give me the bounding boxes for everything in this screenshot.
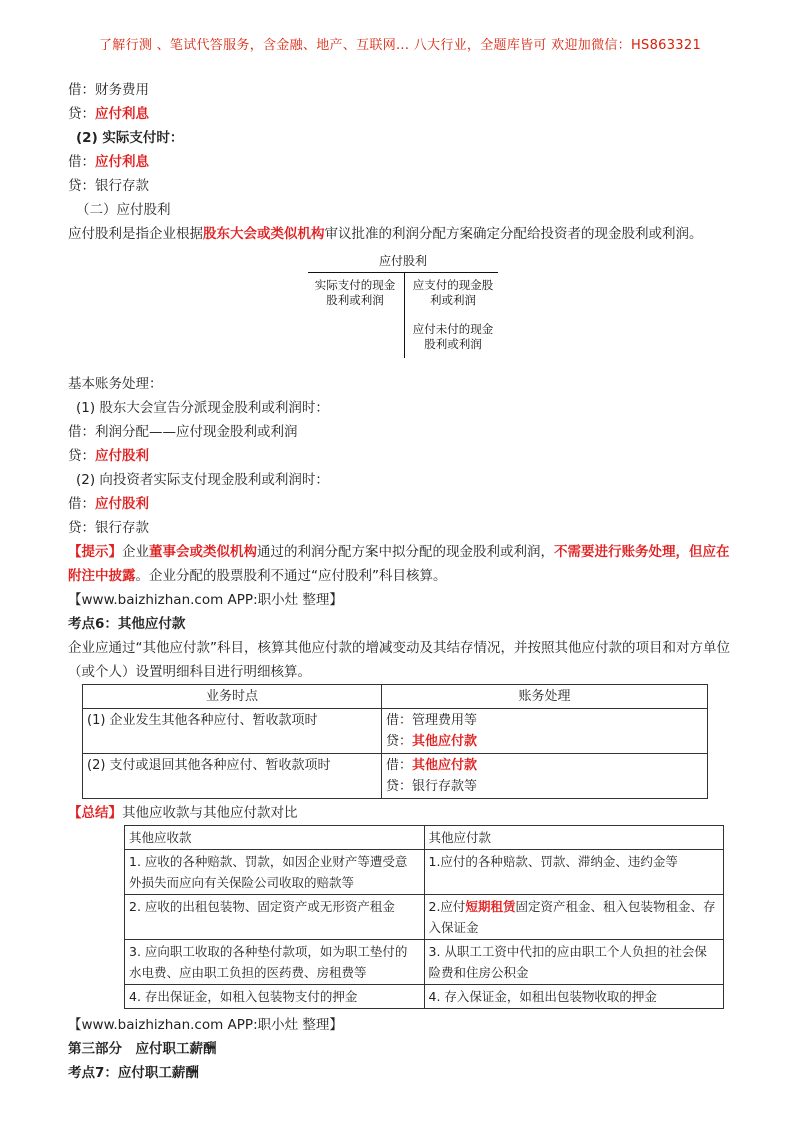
section-heading: （二）应付股利 (76, 202, 171, 218)
table-cell (382, 709, 708, 754)
t-account-debit: 实际支付的现金股利或利润 (314, 278, 396, 307)
section-heading: 基本账务处理： (68, 376, 163, 392)
entry-prefix: 贷： (68, 448, 95, 464)
text: 固定资产租金、租入包装物租金、存入保证金 (428, 899, 716, 935)
text: 应付股利是指企业根据 (68, 226, 203, 242)
table-cell: 4. 存出保证金，如租入包装物支付的押金 (125, 985, 425, 1009)
t-account (308, 252, 498, 360)
text: 其他应收款与其他应付款对比 (122, 805, 298, 821)
point-heading: 考点6：其他应付款 (68, 616, 186, 632)
table-header: 其他应付款 (424, 826, 724, 850)
accounting-table (82, 684, 708, 799)
t-account-diagram (68, 252, 736, 364)
tip-label: 【提示】 (68, 544, 122, 560)
entry-line (68, 444, 736, 468)
table-header-row (83, 685, 708, 709)
entry-line (386, 776, 703, 797)
summary-label: 【总结】 (68, 805, 122, 821)
entry-line: 借：财务费用 (68, 82, 149, 98)
table-cell: 3. 应向职工收取的各种垫付款项，如为职工垫付的水电费、应由职工负担的医药费、房租费等 (125, 940, 425, 985)
table-cell (424, 985, 724, 1009)
text: 4. 存入保证金，如租出包装物收取的押金 (428, 989, 657, 1004)
table-row (125, 895, 724, 940)
part-heading: 第三部分 应付职工薪酬 (68, 1041, 217, 1057)
entry-line (386, 710, 703, 731)
highlight-text: 股东大会或类似机构 (203, 226, 325, 242)
table-row (125, 850, 724, 895)
table-row (83, 754, 708, 799)
table-header: 业务时点 (83, 685, 382, 709)
entry-line (68, 102, 736, 126)
table-cell (424, 850, 724, 895)
entry-line (386, 731, 703, 752)
table-header: 账务处理 (382, 685, 708, 709)
definition-paragraph (68, 222, 736, 246)
highlight-text: 其他应付款 (412, 734, 478, 749)
step-heading: (2) 向投资者实际支付现金股利或利润时： (76, 472, 329, 488)
highlight-text: 应付股利 (95, 496, 149, 512)
table-cell (424, 895, 724, 940)
document-body (68, 78, 736, 1085)
text: 2.应付 (428, 899, 466, 914)
table-row (125, 940, 724, 985)
entry-prefix: 借： (386, 758, 413, 773)
text: 银行存款等 (412, 779, 478, 794)
entry-prefix: 贷： (68, 106, 95, 122)
table-cell: (2) 支付或退回其他各种应付、暂收款项时 (83, 754, 382, 799)
entry-line: 贷：银行存款 (68, 520, 149, 536)
t-account-vertical-line (404, 272, 405, 358)
point-description: 企业应通过“其他应付款”科目，核算其他应付款的增减变动及其结存情况，并按照其他应付款的项目和对方单位（或个人）设置明细科目进行明细核算。 (68, 640, 730, 680)
entry-line (68, 150, 736, 174)
table-header: 其他应收款 (125, 826, 425, 850)
entry-prefix: 贷： (386, 734, 413, 749)
t-account-horizontal-line (308, 272, 498, 273)
entry-line: 贷：银行存款 (68, 178, 149, 194)
comparison-table (124, 825, 724, 1009)
text: 3. 从职工工资中代扣的应由职工个人负担的社会保险费和住房公积金 (428, 944, 707, 980)
highlight-text: 董事会或类似机构 (149, 544, 257, 560)
table-cell: 1. 应收的各种赔款、罚款，如因企业财产等遭受意外损失而应向有关保险公司收取的赔款等 (125, 850, 425, 895)
highlight-text: 短期租赁 (465, 899, 516, 914)
entry-line (386, 755, 703, 776)
step-heading: (1) 股东大会宣告分派现金股利或利润时： (76, 400, 329, 416)
source-note: 【www.baizhizhan.com APP:职小灶 整理】 (68, 592, 343, 608)
highlight-text: 不需要进行账务处理，但应在附注中披露 (68, 544, 730, 584)
text: 通过的利润分配方案中拟分配的现金股利或利润， (257, 544, 554, 560)
header-banner: 了解行测 、笔试代答服务，含金融、地产、互联网... 八大行业，全题库皆可 欢迎加微信：HS863321 (98, 38, 702, 53)
summary-line (68, 801, 736, 825)
entry-prefix: 借： (68, 154, 95, 170)
table-cell: (1) 企业发生其他各种应付、暂收款项时 (83, 709, 382, 754)
t-account-credit-bottom: 应付未付的现金股利或利润 (412, 322, 494, 351)
text: 。企业分配的股票股利不通过“应付股利”科目核算。 (135, 568, 447, 584)
table-cell: 2. 应收的出租包装物、固定资产或无形资产租金 (125, 895, 425, 940)
entry-prefix: 借： (68, 496, 95, 512)
highlight-text: 其他应付款 (412, 758, 478, 773)
text: 1.应付的各种赔款、罚款、滞纳金、违约金等 (428, 854, 678, 869)
entry-prefix: 借： (386, 713, 413, 728)
source-note: 【www.baizhizhan.com APP:职小灶 整理】 (68, 1017, 343, 1033)
entry-line (68, 492, 736, 516)
step-heading: (2) 实际支付时： (76, 130, 184, 146)
t-account-title: 应付股利 (378, 254, 427, 268)
highlight-text: 应付利息 (95, 154, 149, 170)
highlight-text: 应付股利 (95, 448, 149, 464)
highlight-text: 应付利息 (95, 106, 149, 122)
table-header-row (125, 826, 724, 850)
table-row (83, 709, 708, 754)
entry-prefix: 贷： (386, 779, 413, 794)
text: 管理费用等 (412, 713, 478, 728)
text: 企业 (122, 544, 149, 560)
table-row (125, 985, 724, 1009)
table-cell (424, 940, 724, 985)
entry-line: 借：利润分配——应付现金股利或利润 (68, 424, 298, 440)
text: 审议批准的利润分配方案确定分配给投资者的现金股利或利润。 (324, 226, 703, 242)
table-cell (382, 754, 708, 799)
point-heading: 考点7：应付职工薪酬 (68, 1065, 199, 1081)
tip-paragraph (68, 540, 736, 588)
t-account-credit-top: 应支付的现金股利或利润 (412, 278, 494, 307)
